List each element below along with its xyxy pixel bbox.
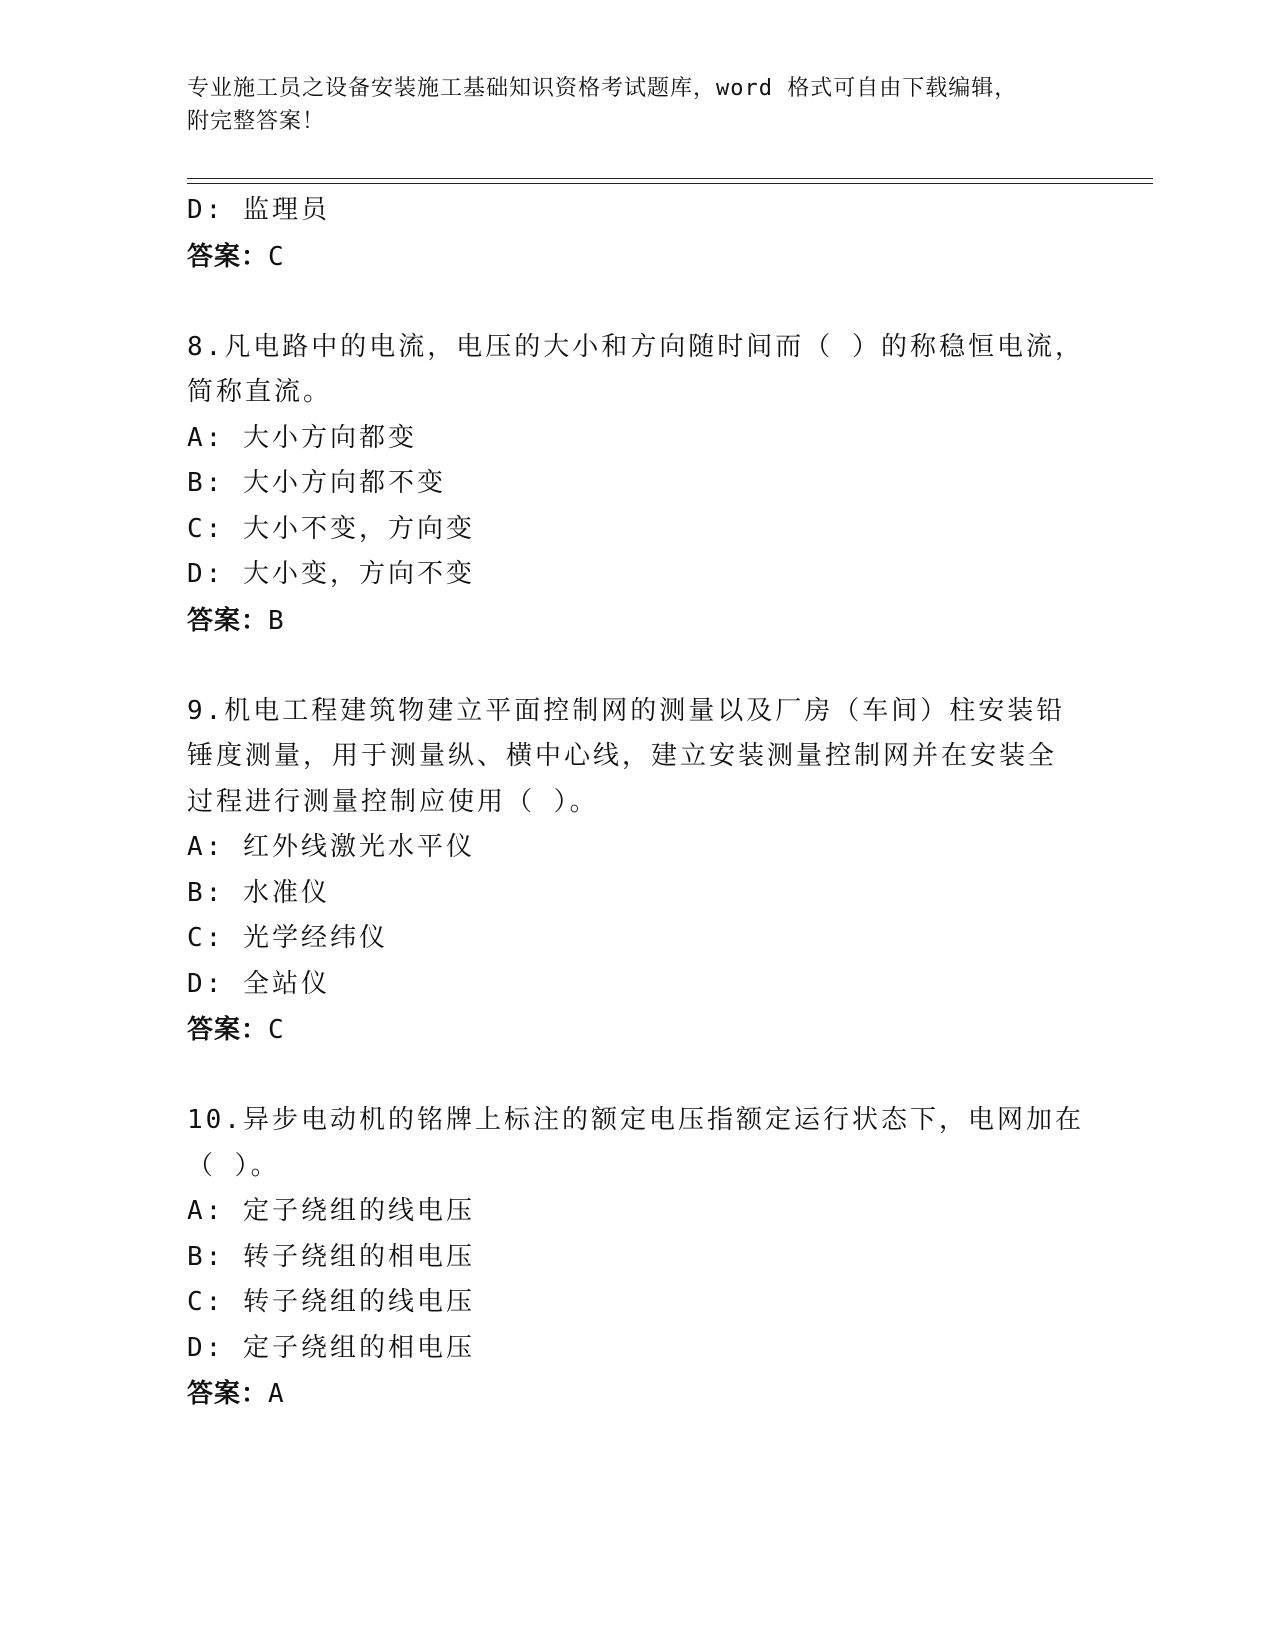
option-b: B: 大小方向都不变 (187, 468, 446, 498)
stem-line: 9.机电工程建筑物建立平面控制网的测量以及厂房（车间）柱安装铅 (187, 695, 1066, 726)
option-c: C: 大小不变，方向变 (187, 513, 475, 544)
option-a: A: 定子绕组的线电压 (187, 1196, 475, 1226)
stem-line: 10.异步电动机的铭牌上标注的额定电压指额定运行状态下，电网加在 (187, 1105, 1084, 1135)
option-a: A: 红外线激光水平仪 (187, 832, 475, 862)
answer-value: C (268, 1015, 285, 1045)
option-b: B: 水准仪 (187, 877, 330, 908)
option-d: D: 全站仪 (187, 968, 330, 999)
question-10 (187, 1098, 1087, 1417)
answer-label: 答案： (187, 1378, 269, 1408)
stem-line: 8.凡电路中的电流，电压的大小和方向随时间而（ ）的称稳恒电流， (187, 331, 1084, 362)
answer-value: B (268, 605, 285, 636)
answer-label: 答案： (187, 604, 269, 635)
option-b: B: 转子绕组的相电压 (187, 1241, 475, 1272)
header-line-2: 附完整答案！ (187, 109, 326, 134)
answer-label: 答案： (187, 1014, 269, 1044)
question-stem (187, 1098, 1084, 1189)
answer-label: 答案： (187, 240, 269, 271)
option-d: D: 定子绕组的相电压 (187, 1332, 475, 1363)
answer (187, 1371, 1087, 1417)
answer-value: A (268, 1379, 285, 1409)
answer (187, 598, 1087, 644)
question-stem (187, 325, 1084, 416)
stem-line: 过程进行测量控制应使用（ ）。 (187, 786, 599, 817)
question-8 (187, 325, 1087, 644)
option-d: D: 大小变，方向不变 (187, 559, 475, 589)
header-line-1: 专业施工员之设备安装施工基础知识资格考试题库，word 格式可自由下载编辑， (187, 76, 1018, 101)
question-9 (187, 689, 1087, 1053)
option-a: A: 大小方向都变 (187, 422, 417, 453)
answer-value: C (268, 241, 285, 272)
stem-line: 锤度测量，用于测量纵、横中心线，建立安装测量控制网并在安装全 (187, 741, 1058, 771)
stem-line: （ ）。 (187, 1150, 280, 1181)
header-divider-bottom (187, 183, 1153, 184)
header-divider-top (187, 178, 1153, 179)
answer (187, 1007, 1087, 1053)
q7-answer (187, 234, 1087, 280)
question-stem (187, 689, 1067, 826)
question-list (187, 188, 1087, 1417)
document-header (187, 72, 1067, 138)
stem-line: 简称直流。 (187, 377, 333, 407)
option-c: C: 转子绕组的线电压 (187, 1287, 475, 1317)
q7-option-d: D: 监理员 (187, 195, 330, 225)
option-c: C: 光学经纬仪 (187, 923, 388, 953)
